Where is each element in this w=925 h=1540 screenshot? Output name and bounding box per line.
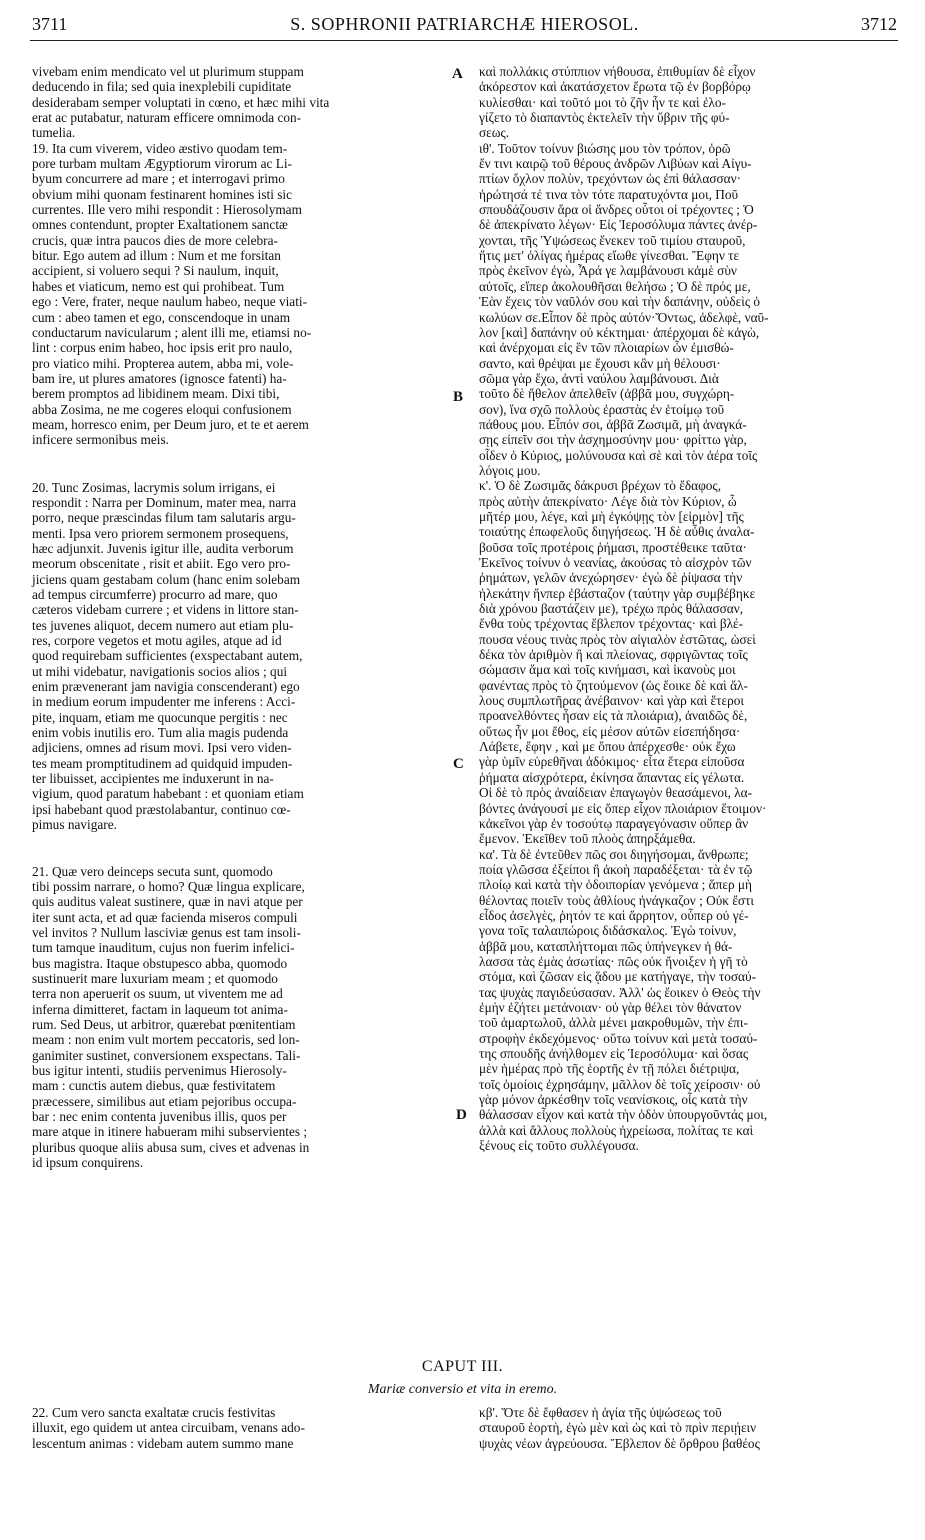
paragraph-gap (32, 448, 444, 480)
greek-paragraph-20: κ'. Ὁ δὲ Ζωσιμᾶς δάκρυσι βρέχων τὸ ἔδαφος, πρὸς αὐτὴν ἀπεκρίνατο· Λέγε διὰ τὸν Κύριον, ὦ μῆτέρ μου, λέγε, καὶ μὴ ἐγκόψῃς τὸν [εἱρμὸν] τῆς τοιαύτης ἐπωφελοῦς διηγήσεως. Ἡ δὲ αὖθις ἀναλα- βοῦσα τοῖς προτέροις ῥήμασι, προστέθεικε ταῦτα· Ἐκεῖνος τοίνυν ὁ νεανίας, ἀκούσας τὸ αἰσχρὸν τῶν ῥημάτων, γελῶν ἀνεχώρησεν· ἐγὼ δὲ ῥίψασα τὴν ἠλεκάτην ἥνπερ ἐβάσταζον (ταύτην γὰρ συμβέβηκε διὰ χρόνου βαστάζειν με), τρέχω πρὸς θάλασσαν, ἔνθα τοὺς τρέχοντας ἔβλεπον τρέχοντας· καὶ βλέ- πουσα νέους τινὰς πρὸς τὸν αἰγιαλὸν ἑστῶτας, ὡσεὶ δέκα τὸν ἀριθμὸν ἢ καὶ πλείονας, σφριγῶντας τοῖς σώμασιν ἅμα καὶ τοῖς κινήμασι, καὶ ἱκανοὺς μοι φανέντας πρὸς τὸ ζητούμενον (ὡς ἔοικε δὲ καὶ ἄλ- λους συμπλωτῆρας ἀνέβαινον· καὶ γὰρ καὶ ἕτεροι προανελθόντες ἦσαν εἰς τὰ πλοιάρια), ἀναιδῶς δὲ, οὕτως ἦν μοι ἔθος, εἰς μέσον αὐτῶν εἰσεπήδησα· Λάβετε, ἔφην , καὶ με ὅπου ἀπέρχεσθε· οὐκ ἔχω γὰρ ὑμῖν εὑρεθῆναι ἀδόκιμος· εἶτα ἕτερα εἰποῦσα ῥήματα αἰσχρότερα, ἐκίνησα ἅπαντας εἰς γέλωτα. Οἱ δὲ τὸ πρὸς ἀναίδειαν ἐπαγωγὸν θεασάμενοι, λα- βόντες ἀνάγουσί με εἰς ὅπερ εἶχον πλοιάριον ἕτοιμον· κἀκεῖνοι γὰρ ἐν τοσούτῳ παραγεγόνασιν οὕπερ ἂν ἔμενον. Ἐκεῖθεν τοῦ πλοὸς ἀπηρξάμεθα. (479, 478, 767, 847)
margin-mark-b: B (453, 389, 464, 405)
page-number-left: 3711 (32, 14, 68, 34)
margin-mark-c: C (453, 756, 464, 772)
greek-paragraph-18-end: καὶ πολλάκις στύππιον νήθουσα, ἐπιθυμίαν δὲ εἶχον ἀκόρεστον καὶ ἀκατάσχετον ἔρωτα τῷ ἐν βορβόρῳ κυλίεσθαι· καὶ τοῦτό μοι τὸ ζῆν ἦν τε καὶ ἐλο- γίζετο τὸ διαπαντὸς ἐκτελεῖν τὴν ὕβριν τῆς φύ- σεως. (479, 64, 756, 141)
chapter-heading: CAPUT III. (421, 1358, 504, 1375)
latin-column (32, 64, 444, 1170)
running-header (32, 14, 897, 40)
chapter-subtitle: Mariæ conversio et vita in eremo. (367, 1382, 558, 1397)
latin-paragraph-21: 21. Quæ vero deinceps secuta sunt, quomodo tibi possim narrare, o homo? Quæ lingua explicare, quis auditus valeat sustinere, quæ in navi atque per iter sunt acta, et ad quæ facienda miseros compuli vel invitos ? Nullum lasciviæ genus est tam insoli- tum tamque inauditum, cujus non fuerim infelici- bus magistra. Itaque obstupesco abba, quomodo sustinuerit mare luxuriam meam ; et quomodo terra non aperuerit os suum, ut viventem me ad inferna dimitteret, factam in laqueum tot anima- rum. Sed Deus, ut arbitror, quærebat pœnitentiam meam : non enim vult mortem peccatoris, sed lon- ganimiter sustinet, conversionem exspectans. Tali- bus igitur intenti, studiis pervenimus Hierosoly- mam : cunctis autem diebus, quæ festivitatem præcessere, similibus aut etiam pejoribus occupa- bar : nec enim contenta juvenibus illis, quos per mare atque in itinere habueram mihi subservientes ; pluribus quoque aliis abusa sum, cives et advenas in id ipsum conquirens. (32, 863, 310, 1171)
greek-column-continued (479, 1405, 891, 1451)
greek-column (479, 64, 891, 1153)
margin-mark-a: A (452, 66, 463, 82)
latin-paragraph-18-end: vivebam enim mendicato vel ut plurimum stuppam deducendo in fila; sed quia inexplebili cupiditate desiderabam semper voluptati in cœno, et hæc mihi vita erat ac putabatur, naturam efficere omnimoda con- tumelia. (32, 64, 330, 141)
running-title: S. SOPHRONII PATRIARCHÆ HIEROSOL. (290, 14, 639, 34)
margin-mark-d: D (456, 1107, 467, 1123)
greek-paragraph-21: κα'. Τὰ δὲ ἐντεῦθεν πῶς σοι διηγήσομαι, ἄνθρωπε; ποία γλῶσσα ἐξείποι ἢ ἀκοὴ παραδέξεται· τὰ ἐν τῷ πλοίῳ καὶ κατὰ τὴν ὁδοιπορίαν γενόμενα ; ἅπερ μὴ θέλοντας ποιεῖν τοὺς ἀθλίους ἠνάγκαζον ; Οὐκ ἔστι εἶδος ἀσελγὲς, ῥητόν τε καὶ ἄρρητον, οὗπερ οὐ γέ- γονα τοῖς ταλαιπώροις διδάσκαλος. Ἐγὼ τοίνυν, ἀββᾶ μου, καταπλήττομαι πῶς ὑπήνεγκεν ἡ θά- λασσα τὰς ἐμὰς ἀσωτίας· πῶς οὐκ ἤνοιξεν ἡ γῆ τὸ στόμα, καὶ ζῶσαν εἰς ᾅδου με κατήγαγε, τὴν τοσαύ- τας ψυχὰς παγιδεύσασαν. Ἀλλ' ὡς ἔοικεν ὁ Θεὸς τὴν ἐμὴν ἐζήτει μετάνοιαν· οὐ γὰρ θέλει τὸν θάνατον τοῦ ἁμαρτωλοῦ, ἀλλὰ μένει μακροθυμῶν, τὴν ἐπι- στροφὴν ἐκδεχόμενος· οὕτω τοίνυν καὶ μετὰ τοσαύ- της σπουδῆς ἀνήλθομεν εἰς Ἱεροσόλυμα· καὶ ὅσας μὲν ἡμέρας πρὸ τῆς ἑορτῆς ἐν τῇ πόλει διέτριψα, τοῖς ὁμοίοις ἐχρησάμην, μᾶλλον δὲ τοῖς χείροσιν· οὐ γὰρ μόνον ἀρκέσθην τοῖς νεανίσκοις, οἷς κατὰ τὴν θάλασσαν εἶχον καὶ κατὰ τὴν ὁδὸν ὑπουργοῦντάς μοι, ἀλλὰ καὶ ἄλλους πολλοὺς ἠχρείωσα, πολίτας τε καὶ ξένους εἰς τοῦτο συλλέγουσα. (479, 846, 768, 1154)
latin-paragraph-22: 22. Cum vero sancta exaltatæ crucis festivitas illuxit, ego quidem ut antea circuibam, venans ado- lescentum animas : videbam autem summo mane (32, 1405, 305, 1451)
greek-paragraph-22: κβ'. Ὅτε δὲ ἔφθασεν ἡ ἁγία τῆς ὑψώσεως τοῦ σταυροῦ ἑορτὴ, ἐγὼ μὲν καὶ ὡς καὶ τὸ πρὶν περιῄειν ψυχὰς νέων ἀγρεύουσα. Ἔβλεπον δὲ ὄρθρου βαθέος (479, 1405, 760, 1451)
latin-paragraph-20: 20. Tunc Zosimas, lacrymis solum irrigans, ei respondit : Narra per Dominum, mater mea, narra porro, neque præscindas filum tam salutaris argu- menti. Ipsa vero priorem sermonem prosequens, hæc adjunxit. Juvenis igitur ille, audita verborum meorum obscenitate , risit et abiit. Ego vero pro- jiciens quam gestabam colum (hanc enim solebam ad tempus circumferre) procurro ad mare, quo cæteros videbam currere ; et videns in littore stan- tes juvenes aliquot, decem numero aut etiam plu- res, corpore vegetos et motu agiles, atque ad id quod requirebam sufficientes (exspectabant autem, ut mihi videbatur, navigationis socios alios ; qui enim prævenerant jam navigia conscenderant) ego in medium eorum impudenter me inferens : Acci- pite, inquam, etiam me quocunque pergitis : nec enim vobis inutilis ero. Tum alia magis pudenda adjiciens, omnes ad risum movi. Ipsi vero viden- tes meam promptitudinem ad quidquid impuden- ter libuisset, accipientes me induxerunt in na- vigium, quod paratum habebant : et quoniam etiam ipsi habebant quod præstolabantur, continuo cœ- pimus navigare. (32, 479, 304, 833)
paragraph-gap (32, 833, 444, 864)
header-rule (30, 40, 898, 41)
greek-paragraph-19: ιθ'. Τοῦτον τοίνυν βιώσης μου τὸν τρόπον, ὁρῶ ἔν τινι καιρῷ τοῦ θέρους ἀνδρῶν Λιβύων καὶ Αἰγυ- πτίων ὄχλον πολὺν, τρεχόντων ὡς ἐπὶ θάλασσαν· ἠρώτησά τέ τινα τὸν τότε παρατυχόντα μοι, Ποῦ σπουδάζουσιν ἄρα οἱ ἄνδρες οὗτοι οἱ τρέχοντες ; Ὁ δὲ ἀπεκρίνατο λέγων· Εἰς Ἱεροσόλυμα πάντες ἀνέρ- χονται, τῆς Ὑψώσεως ἕνεκεν τοῦ τιμίου σταυροῦ, ἥτις μετ' ὀλίγας ἡμέρας εἴωθε γίνεσθαι. Ἔφην τε πρὸς ἐκεῖνον ἐγὼ, Ἆρά γε λαμβάνουσι κἀμὲ σὺν αὐτοῖς, εἴπερ ἀκολουθῆσαι θελήσω ; Ὁ δὲ πρός με, Ἐὰν ἔχεις τὸν ναῦλόν σου καὶ τὴν δαπάνην, οὐδεὶς ὁ κωλύων σε.Εἶπον δὲ πρὸς αὐτόν·Ὄντως, ἀδελφὲ, ναῦ- λον [καὶ] δαπάνην οὐ κέκτημαι· ἀπέρχομαι δὲ κἀγὼ, καὶ ἀνέρχομαι εἰς ἓν τῶν πλοιαρίων ὧν ἐμισθώ- σαντο, καὶ θρέψαι με ἔχουσι κἂν μὴ θέλουσι· σῶμα γὰρ ἔχω, ἀντὶ ναύλου λαμβάνουσι. Διὰ τοῦτο δὲ ἤθελον ἀπελθεῖν (ἀββᾶ μου, συγχώρη- σον), ἵνα σχῶ πολλοὺς ἐραστὰς ἐν ἑτοίμῳ τοῦ πάθους μου. Εἶπόν σοι, ἀββᾶ Ζωσιμᾶ, μὴ ἀναγκά- σῃς εἰπεῖν σοι τὴν ἀσχημοσύνην μου· φρίττω γὰρ, οἶδεν ὁ Κύριος, μολύνουσα καὶ σὲ καὶ τὸν ἀέρα τοῖς λόγοις μου. (479, 140, 769, 478)
latin-column-continued (32, 1405, 444, 1451)
page-number-right: 3712 (861, 14, 897, 34)
latin-paragraph-19: 19. Ita cum viverem, video æstivo quodam tem- pore turbam multam Ægyptiorum virorum ac Li- byum concurrere ad mare ; et interrogavi primo obvium mihi quonam festinarent homines isti sic currentes. Ille vero mihi respondit : Hierosolymam omnes contendunt, propter Exaltationem sanctæ crucis, quæ intra paucos dies de more celebra- bitur. Ego autem ad illum : Num et me forsitan accipient, si voluero sequi ? Si naulum, inquit, habes et viaticum, nemo est qui prohibeat. Tum ego : Vere, frater, neque naulum habeo, neque viati- cum : abeo tamen et ego, conscendoque in unam conductarum navicularum ; alent illi me, etiamsi no- lint : corpus enim habeo, hoc ipsis erit pro naulo, pro viatico mihi. Propterea autem, abba mi, vole- bam ire, ut plures amatores (ignosce fatenti) ha- berem promptos ad libidinem meam. Dixi tibi, abba Zosima, ne me cogeres eloqui confusionem meam, horresco enim, per Deum juro, et te et aerem inficere sermonibus meis. (32, 140, 312, 448)
